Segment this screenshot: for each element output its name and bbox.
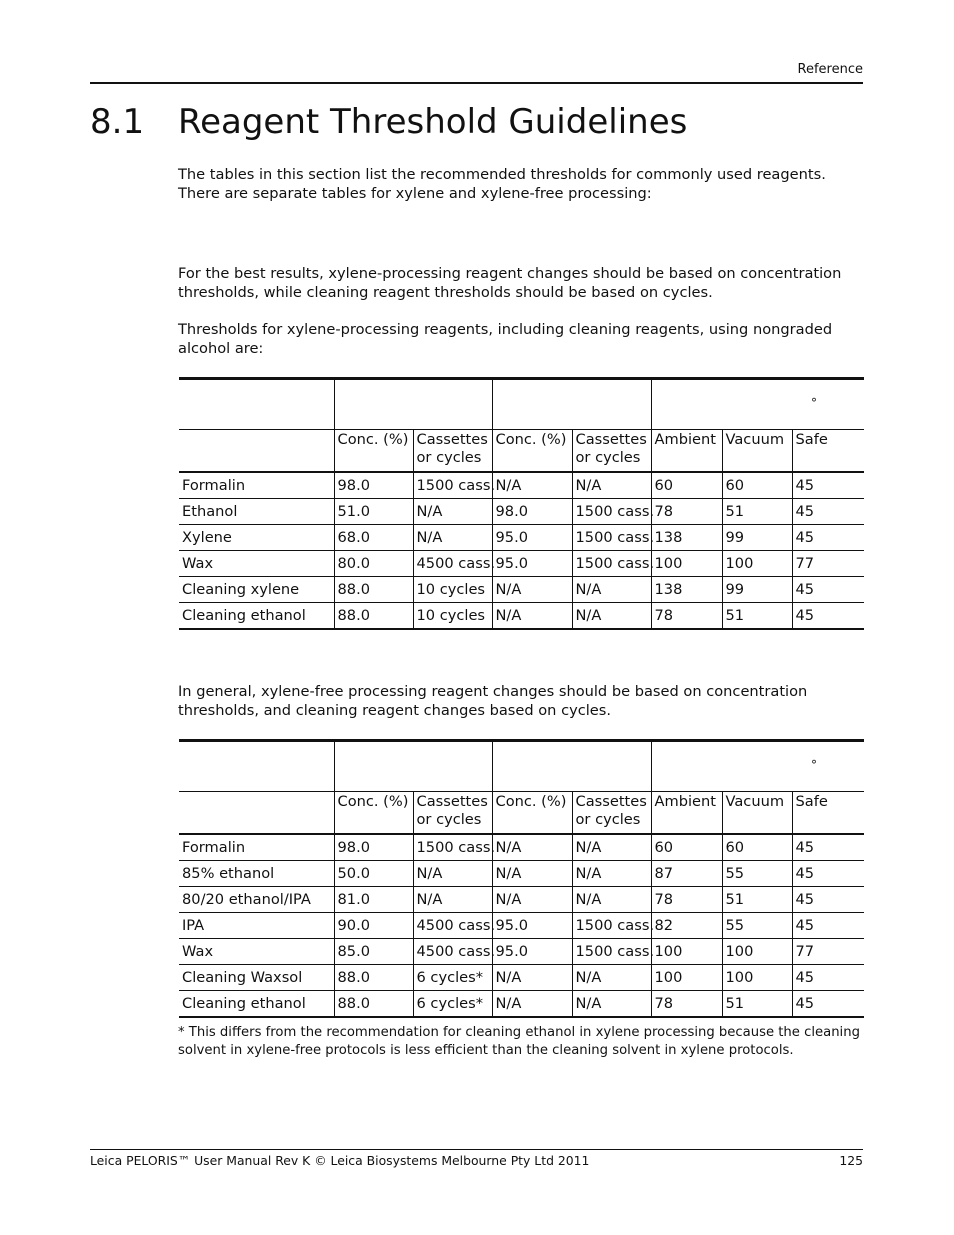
table-cell: N/A: [572, 991, 651, 1018]
col-header-safe: Safe: [792, 430, 864, 473]
table-cell: N/A: [492, 577, 572, 603]
table-row: [179, 913, 864, 939]
table-header-cell: [651, 379, 864, 430]
table-cell: N/A: [492, 991, 572, 1018]
table-cell: N/A: [572, 577, 651, 603]
table-cell: 98.0: [334, 834, 413, 861]
table-cell: 60: [651, 834, 722, 861]
reagent-name-cell: Formalin: [179, 834, 334, 861]
table-header-cell: [179, 379, 334, 430]
table-cell: 45: [792, 472, 864, 499]
table-cell: 51: [722, 887, 792, 913]
table-cell: 78: [651, 603, 722, 630]
table-cell: 6 cycles*: [413, 965, 492, 991]
table-cell: 45: [792, 577, 864, 603]
reagent-name-cell: Cleaning Waxsol: [179, 965, 334, 991]
table-header-cell: [179, 741, 334, 792]
page-header: [90, 60, 863, 84]
table-row: [179, 991, 864, 1018]
table-cell: N/A: [572, 472, 651, 499]
reagent-name-cell: Cleaning xylene: [179, 577, 334, 603]
table-cell: 90.0: [334, 913, 413, 939]
table-cell: 4500 cass.: [413, 551, 492, 577]
table-cell: N/A: [492, 834, 572, 861]
table-cell: 95.0: [492, 551, 572, 577]
table-cell: 138: [651, 525, 722, 551]
table-cell: 45: [792, 499, 864, 525]
degree-symbol: °: [811, 758, 818, 772]
col-header-cassettes: Cassettes or cycles: [413, 792, 492, 835]
table-header-cell: [492, 379, 651, 430]
table-cell: 45: [792, 834, 864, 861]
table-cell: 1500 cass.: [572, 551, 651, 577]
table-cell: 51.0: [334, 499, 413, 525]
table-cell: 45: [792, 965, 864, 991]
table-subheader-row: [179, 430, 864, 473]
table-cell: 45: [792, 603, 864, 630]
section-number: 8.1: [90, 102, 145, 142]
xylene-threshold-table: [179, 377, 864, 630]
table-cell: 1500 cass.: [413, 472, 492, 499]
table-cell: 77: [792, 939, 864, 965]
degree-symbol: °: [811, 396, 818, 410]
xylene-free-paragraph: In general, xylene-free processing reagent changes should be based on concentration thresholds, and cleaning reagent changes based on cycles.: [178, 683, 808, 719]
table-cell: 1500 cass.: [572, 525, 651, 551]
table-cell: 78: [651, 991, 722, 1018]
xylene-paragraph-1: For the best results, xylene-processing reagent changes should be based on concentration thresholds, while cleaning reagent thresholds should be based on cycles.: [178, 265, 842, 301]
table-cell: 82: [651, 913, 722, 939]
reagent-name-cell: IPA: [179, 913, 334, 939]
table-row: [179, 965, 864, 991]
table-cell: 100: [651, 551, 722, 577]
reagent-name-cell: Wax: [179, 551, 334, 577]
table-cell: 50.0: [334, 861, 413, 887]
table-row: [179, 861, 864, 887]
table-row: [179, 525, 864, 551]
xylene-paragraph-2: Thresholds for xylene-processing reagents, including cleaning reagents, using nongraded alcohol are:: [178, 321, 833, 357]
col-header-cassettes: Cassettes or cycles: [572, 430, 651, 473]
table-cell: 4500 cass.: [413, 913, 492, 939]
table-cell: 88.0: [334, 991, 413, 1018]
table-cell: 100: [651, 965, 722, 991]
table-cell: 99: [722, 577, 792, 603]
table-cell: 78: [651, 499, 722, 525]
col-header-cassettes: Cassettes or cycles: [572, 792, 651, 835]
reagent-name-cell: Xylene: [179, 525, 334, 551]
col-header-conc: Conc. (%): [492, 792, 572, 835]
table-cell: N/A: [492, 965, 572, 991]
section-title: [90, 100, 687, 144]
footer-page-number: 125: [839, 1153, 863, 1168]
col-header-conc: Conc. (%): [334, 430, 413, 473]
table-cell: 60: [651, 472, 722, 499]
table-cell: 80.0: [334, 551, 413, 577]
table-cell: 45: [792, 913, 864, 939]
table-header-cell: [334, 379, 492, 430]
table-row: [179, 887, 864, 913]
table-cell: 95.0: [492, 525, 572, 551]
table-row: [179, 577, 864, 603]
table-cell: 81.0: [334, 887, 413, 913]
col-header-vacuum: Vacuum: [722, 430, 792, 473]
table-row: [179, 603, 864, 630]
table-cell: 99: [722, 525, 792, 551]
table-group-header-row: [179, 379, 864, 430]
table-cell: 51: [722, 603, 792, 630]
page-footer: [90, 1149, 863, 1168]
table-cell: 55: [722, 913, 792, 939]
table-cell: 85.0: [334, 939, 413, 965]
reagent-name-cell: 80/20 ethanol/IPA: [179, 887, 334, 913]
table-cell: 95.0: [492, 939, 572, 965]
table-row: [179, 834, 864, 861]
table-row: [179, 472, 864, 499]
table-cell: 95.0: [492, 913, 572, 939]
table-group-header-row: [179, 741, 864, 792]
reagent-name-cell: Wax: [179, 939, 334, 965]
col-header-conc: Conc. (%): [334, 792, 413, 835]
table-cell: 88.0: [334, 603, 413, 630]
table-cell: N/A: [413, 887, 492, 913]
reagent-name-cell: Cleaning ethanol: [179, 991, 334, 1018]
table-cell: 45: [792, 887, 864, 913]
reagent-name-cell: Cleaning ethanol: [179, 603, 334, 630]
table-cell: 78: [651, 887, 722, 913]
table-cell: N/A: [492, 887, 572, 913]
table-cell: 1500 cass.: [572, 499, 651, 525]
table-cell: N/A: [572, 965, 651, 991]
table-cell: 88.0: [334, 577, 413, 603]
table-header-cell: [651, 741, 864, 792]
table-header-cell: [179, 792, 334, 835]
table-cell: 60: [722, 834, 792, 861]
table-cell: 100: [722, 551, 792, 577]
table-cell: 1500 cass.: [572, 913, 651, 939]
table-cell: N/A: [572, 861, 651, 887]
table-cell: N/A: [413, 861, 492, 887]
table-cell: 51: [722, 499, 792, 525]
intro-paragraph: The tables in this section list the recommended thresholds for commonly used reagents. There are separate tables for xylene and xylene-free processing:: [178, 166, 826, 202]
table-cell: 51: [722, 991, 792, 1018]
col-header-ambient: Ambient: [651, 792, 722, 835]
footer-copyright: Leica PELORIS™ User Manual Rev K © Leica Biosystems Melbourne Pty Ltd 2011: [90, 1153, 590, 1168]
section-title-text: Reagent Threshold Guidelines: [178, 102, 688, 142]
header-section-label: Reference: [797, 62, 863, 77]
table-cell: N/A: [492, 603, 572, 630]
table-cell: 138: [651, 577, 722, 603]
table-cell: N/A: [572, 603, 651, 630]
table-cell: 98.0: [492, 499, 572, 525]
table-cell: 100: [722, 939, 792, 965]
reagent-name-cell: Formalin: [179, 472, 334, 499]
table-row: [179, 499, 864, 525]
table-cell: 88.0: [334, 965, 413, 991]
table-cell: N/A: [413, 525, 492, 551]
table-header-cell: [334, 741, 492, 792]
table-row: [179, 551, 864, 577]
table-cell: 60: [722, 472, 792, 499]
table-cell: 4500 cass.: [413, 939, 492, 965]
table-subheader-row: [179, 792, 864, 835]
col-header-vacuum: Vacuum: [722, 792, 792, 835]
table-cell: 1500 cass.: [572, 939, 651, 965]
table-cell: 6 cycles*: [413, 991, 492, 1018]
table-cell: 98.0: [334, 472, 413, 499]
table-cell: N/A: [572, 887, 651, 913]
xylene-free-threshold-table: [179, 739, 864, 1018]
table-cell: 87: [651, 861, 722, 887]
table-cell: 10 cycles: [413, 603, 492, 630]
table-cell: 68.0: [334, 525, 413, 551]
table-cell: 45: [792, 861, 864, 887]
col-header-conc: Conc. (%): [492, 430, 572, 473]
col-header-ambient: Ambient: [651, 430, 722, 473]
table-header-cell: [492, 741, 651, 792]
table-cell: 10 cycles: [413, 577, 492, 603]
col-header-safe: Safe: [792, 792, 864, 835]
table-cell: N/A: [413, 499, 492, 525]
table-cell: 45: [792, 525, 864, 551]
table-cell: 100: [722, 965, 792, 991]
reagent-name-cell: Ethanol: [179, 499, 334, 525]
table-cell: N/A: [492, 861, 572, 887]
table-cell: 77: [792, 551, 864, 577]
col-header-cassettes: Cassettes or cycles: [413, 430, 492, 473]
table-cell: 55: [722, 861, 792, 887]
table-cell: 100: [651, 939, 722, 965]
table-cell: N/A: [492, 472, 572, 499]
reagent-name-cell: 85% ethanol: [179, 861, 334, 887]
table-cell: N/A: [572, 834, 651, 861]
footnote: * This differs from the recommendation for cleaning ethanol in xylene processing because the cleaning solvent in xylene-free protocols is less efficient than the cleaning solvent in xylene protocols.: [178, 1025, 860, 1058]
table-row: [179, 939, 864, 965]
table-cell: 45: [792, 991, 864, 1018]
table-cell: 1500 cass.: [413, 834, 492, 861]
table-header-cell: [179, 430, 334, 473]
